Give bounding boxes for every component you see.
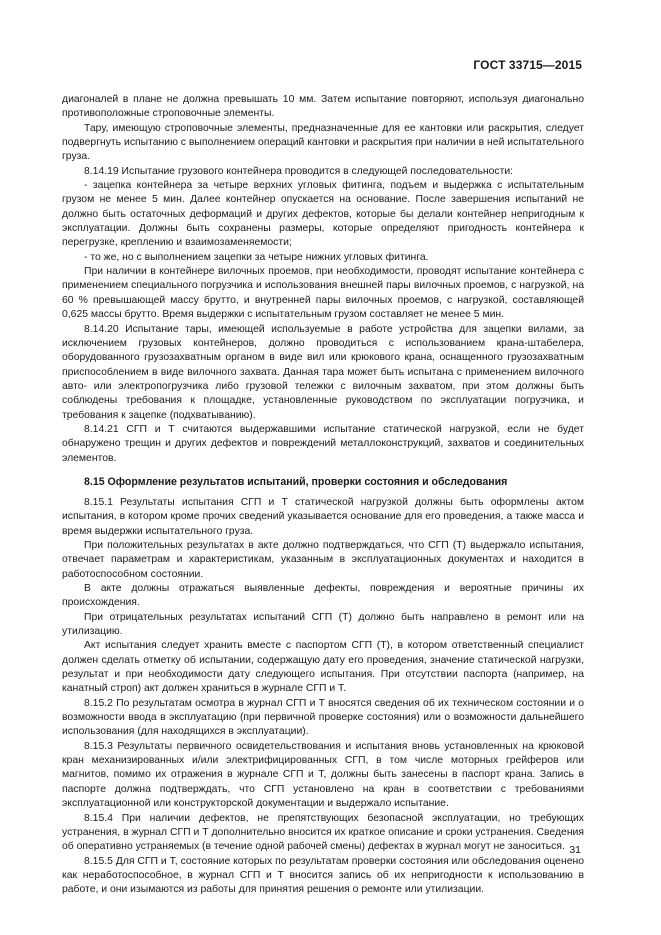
section-heading: 8.15 Оформление результатов испытаний, проверки состояния и обследования — [84, 475, 508, 488]
paragraph: 8.14.20 Испытание тары, имеющей используемые в работе устройства для зацепки вилами, за исключением грузовых контейнеров, должно проводиться с использованием крана-штабелера, оборудованного грузозахватным органом в виде вил или крюкового крана, оснащенного грузозахватным приспособлением в виде вилочного захвата. Данная тара может быть испытана с применением вилочного авто- или электропогрузчика либо грузовой тележки с вилочным захватом, при этом должны быть соблюдены требования к площадке, установленные руководством по эксплуатации погрузчика, и требования к зацепке (подхватыванию). — [62, 323, 584, 421]
paragraph: 8.15.5 Для СГП и Т, состояние которых по результатам проверки состояния или обследования оценено как неработоспособное, в журнал СГП и Т вносится запись об их непригодности к использованию в работе, и они изымаются из работы для принятия решения о ремонте или утилизации. — [62, 855, 584, 896]
paragraph: При положительных результатах в акте должно подтверждаться, что СГП (Т) выдержало испытания, отвечает параметрам и характеристикам, указанным в эксплуатационных документах и находится в работоспособном состоянии. — [62, 539, 584, 580]
paragraph: Тару, имеющую строповочные элементы, предназначенные для ее кантовки или раскрытия, следует подвергнуть испытанию с выполнением операций кантовки и раскрытия при наличии в ней испытательного груза. — [62, 122, 584, 163]
document-body — [62, 93, 584, 898]
paragraph: 8.14.21 СГП и Т считаются выдержавшими испытание статической нагрузкой, если не будет обнаружено трещин и других дефектов и повреждений металлоконструкций, захватов и соединительных элементов. — [62, 423, 584, 464]
document-code-header: ГОСТ 33715—2015 — [473, 58, 582, 72]
paragraph: 8.15.4 При наличии дефектов, не препятствующих безопасной эксплуатации, но требующих устранения, в журнал СГП и Т дополнительно вносится их краткое описание и сроки устранения. Сведения об оперативно устраняемых (в течение одной рабочей смены) дефектах в журнал могут не заноситься. — [62, 812, 584, 853]
paragraph: 8.15.3 Результаты первичного освидетельствования и испытания вновь установленных на крюковой кран механизированных и/или электрифицированных СГП, в том числе моторных грейферов или магнитов, помимо их отражения в журнале СГП и Т, должны быть занесены в паспорт крана. Запись в паспорте должна подтверждать, что СГП установлено на кран в соответствии с требованиями эксплуатационной или конструкторской документации и выдержало испытание. — [62, 740, 584, 810]
page-number: 31 — [569, 844, 581, 856]
paragraph: В акте должны отражаться выявленные дефекты, повреждения и вероятные причины их происхождения. — [62, 583, 584, 609]
paragraph: 8.15.2 По результатам осмотра в журнал СГП и Т вносятся сведения об их техническом состоянии и о возможности ввода в эксплуатацию (при первичной проверке состояния) или о возможности дальнейшего использования (для находящихся в эксплуатации). — [62, 697, 584, 738]
paragraph: При отрицательных результатах испытаний СГП (Т) должно быть направлено в ремонт или на утилизацию. — [62, 611, 584, 638]
paragraph: Акт испытания следует хранить вместе с паспортом СГП (Т), в котором ответственный специалист должен сделать отметку об испытании, содержащую дату его проведения, значение статической нагрузки, результат и при необходимости дату следующего испытания. При отсутствии паспорта (например, на канатный строп) акт должен храниться в журнале СГП и Т. — [62, 640, 584, 695]
paragraph: - то же, но с выполнением зацепки за четыре нижних угловых фитинга. — [84, 251, 429, 263]
paragraph: При наличии в контейнере вилочных проемов, при необходимости, проводят испытание контейнера с применением специального погрузчика и использования внешней пары вилочных проемов, с нагрузкой, на 60 % превышающей массу брутто, и внутренней пары вилочных проемов, с нагрузкой, составляющей 0,625 массы брутто. Время выдержки с испытательным грузом составляет не менее 5 мин. — [62, 266, 584, 321]
paragraph: диагоналей в плане не должна превышать 10 мм. Затем испытание повторяют, используя диагонально противоположные строповочные элементы. — [62, 94, 584, 120]
paragraph: 8.14.19 Испытание грузового контейнера проводится в следующей последовательности: — [84, 165, 514, 177]
paragraph: 8.15.1 Результаты испытания СГП и Т статической нагрузкой должны быть оформлены актом испытания, в котором кроме прочих сведений указывается основание для его проведения, а также масса и время выдержки испытательного груза. — [62, 496, 584, 537]
paragraph: - зацепка контейнера за четыре верхних угловых фитинга, подъем и выдержка с испытательным грузом не менее 5 мин. Далее контейнер опускается на основание. После завершения испытаний не должно быть остаточных деформаций и других дефектов, которые бы делали контейнер непригодным к эксплуатации. Должны быть сохранены размеры, которые определяют пригодность контейнера к перегрузке, креплению и взаимозаменяемости; — [62, 180, 584, 249]
